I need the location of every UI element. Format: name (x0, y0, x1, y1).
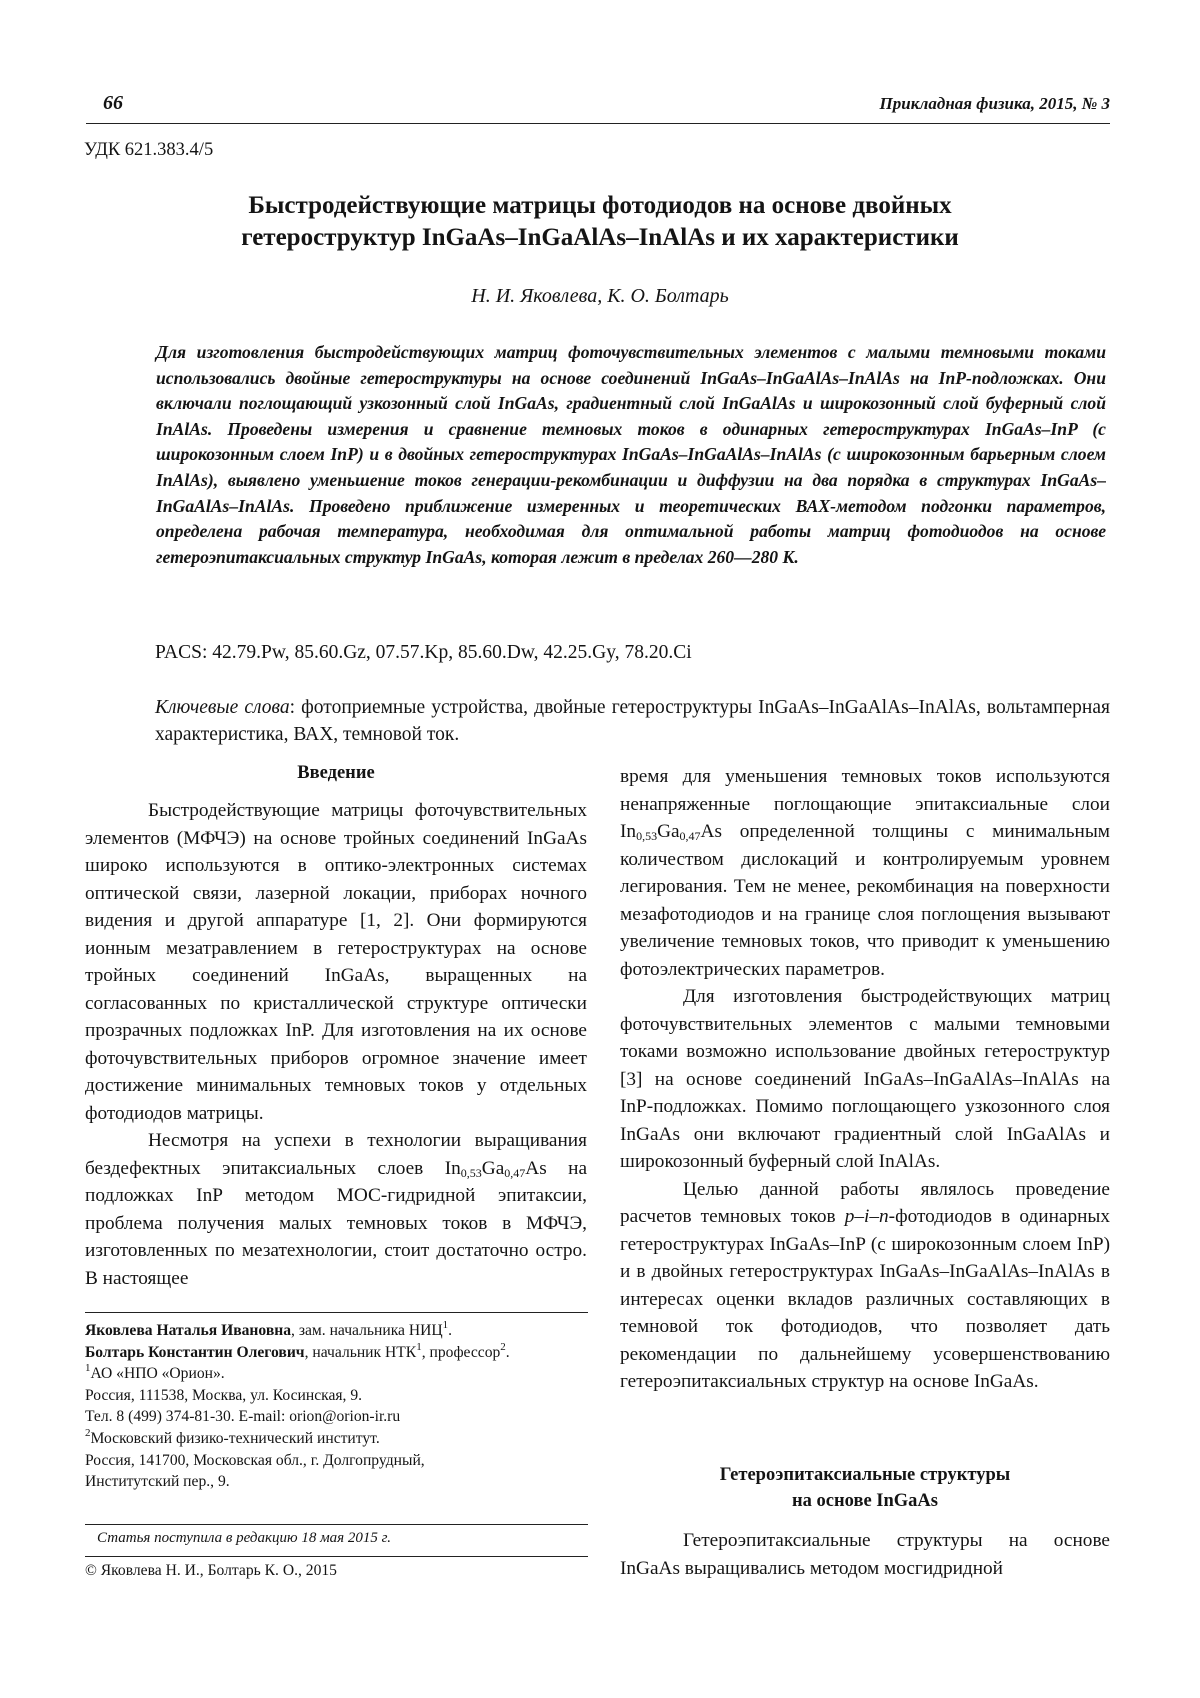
author2-role2: , профессор (421, 1343, 501, 1361)
author2-sup: 1 (416, 1340, 422, 1353)
keywords-text: : фотоприемные устройства, двойные гетероструктуры InGaAs–InGaAlAs–InAlAs, вольтамперная характеристика, ВАХ, темновой ток. (155, 697, 1110, 745)
aff1-name: АО «НПО «Орион». (90, 1365, 225, 1383)
section2-heading (620, 1462, 1110, 1514)
author2-role: , начальник НТК (304, 1343, 417, 1361)
journal-name: Прикладная физика, 2015, № 3 (879, 94, 1110, 113)
footnote-affiliation-2 (85, 1428, 588, 1450)
footnote-affiliation-2-address-1: Россия, 141700, Московская обл., г. Долгопрудный, (85, 1451, 425, 1469)
footnote-author-2 (85, 1342, 588, 1364)
p2-text-c: As на подложках InP методом МОС-гидридной эпитаксии, проблема получения малых темновых токов в МФЧЭ, изготовленных по мезатехнологии, стоит достаточно остро. В настоящее (85, 1157, 588, 1289)
footnote-affiliation-1-contact: Тел. 8 (499) 374-81-30. E-mail: orion@orion-ir.ru (85, 1408, 401, 1426)
p2-text-b: Ga (481, 1157, 505, 1179)
author1-sup: 1 (442, 1319, 449, 1331)
p3-text-c: As определенной толщины с минимальным количеством дислокаций и контролируемым уровнем легирования. Тем не менее, рекомбинация на поверхности мезафотодиодов и на границе слоя поглощения вызывают увеличение темновых токов, что приводит к уменьшению фотоэлектрических параметров. (620, 821, 1110, 980)
intro-paragraph-3 (620, 763, 1110, 983)
intro-paragraph-2 (85, 1127, 587, 1292)
p3-text-b: Ga (657, 821, 680, 842)
intro-paragraph-1: Быстродействующие матрицы фоточувствительных элементов (МФЧЭ) на основе тройных соединений InGaAs широко используются в оптико-электронных системах оптической связи, лазерной локации, приборах ночного видения и другой аппаратуре [1, 2]. Они формируются ионным мезатравлением в гетероструктурах на основе тройных соединений InGaAs, выращенных на согласованных по кристаллической структуре оптически прозрачных подложках InP. Для изготовления на их основе фоточувствительных приборов огромное значение имеет достижение минимальных темновых токов у отдельных фотодиодов матрицы. (85, 800, 587, 1124)
header-rule (86, 123, 1110, 124)
intro-paragraph-4: Для изготовления быстродействующих матриц фоточувствительных элементов с малыми темновыми токами возможно использование двойных гетероструктур [3] на основе соединений InGaAs–InGaAlAs–InAlAs на InP-подложках. Помимо поглощающего узкозонного слоя InGaAs они включают градиентный слой InGaAlAs и широкозонный буферный слой InAlAs. (620, 986, 1110, 1172)
aff1-sup: 1 (85, 1362, 91, 1375)
p5-text-b: -фотодиодов в одинарных гетероструктурах InGaAs–InP (с широкозонным слоем InP) и в двойных гетероструктурах InGaAs–InGaAlAs–InAlAs в интересах оценки вкладов различных составляющих в темновой ток фотодиодов, что позволяет дать рекомендации по дальнейшему усовершенствованию гетероэпитаксиальных структур на основе InGaAs. (620, 1206, 1110, 1392)
page-number: 66 (103, 92, 123, 114)
author-footnote (85, 1320, 588, 1493)
received-rule (85, 1524, 588, 1525)
p2-sub-2: 0,47 (504, 1165, 526, 1180)
p3-sub-2: 0,47 (679, 829, 701, 843)
abstract: Для изготовления быстродействующих матриц фоточувствительных элементов с малыми темновыми токами использовались двойные гетероструктуры на основе соединений InGaAs–InGaAlAs–InAlAs на InP-подложках. Они включали поглощающий узкозонный слой InGaAs, градиентный слой InGaAlAs и широкозонный слой буферный слой InAlAs. Проведены измерения и сравнение темновых токов в одинарных гетероструктурах InGaAs–InP (с широкозонным слоем InP) и в двойных гетероструктурах InGaAs–InGaAlAs–InAlAs (с широкозонным барьерным слоем InAlAs), выявлено уменьшение токов генерации-рекомбинации и диффузии на два порядка в структурах InGaAs–InGaAlAs–InAlAs. Проведено приближение измеренных и теоретических ВАХ-методом подгонки параметров, определена рабочая температура, необходимая для оптимальной работы матриц фотодиодов на основе гетероэпитаксиальных структур InGaAs, которая лежит в пределах 260—280 К. (156, 342, 1106, 567)
author1-end: . (448, 1322, 453, 1339)
authors: Н. И. Яковлева, К. О. Болтарь (471, 285, 729, 307)
received-date: Статья поступила в редакцию 18 мая 2015 г. (97, 1530, 392, 1546)
aff2-name: Московский физико-технический институт. (90, 1429, 380, 1447)
author2-end: . (505, 1343, 510, 1361)
p2-sub-1: 0,53 (460, 1165, 482, 1180)
author2-name: Болтарь Константин Олегович (85, 1343, 305, 1361)
author1-name: Яковлева Наталья Ивановна (85, 1322, 292, 1339)
footnote-affiliation-1-address: Россия, 111538, Москва, ул. Косинская, 9. (85, 1386, 363, 1404)
keywords (155, 694, 1110, 748)
title-line-1: Быстродействующие матрицы фотодиодов на основе двойных (248, 192, 952, 219)
intro-paragraph-5 (620, 1176, 1110, 1396)
p3-text-a: время для уменьшения темновых токов используются ненапряженные поглощающие эпитаксиальные слои In (620, 766, 1110, 842)
section2-paragraph-1: Гетероэпитаксиальные структуры на основе InGaAs выращивались методом мосгидридной (620, 1530, 1110, 1579)
keywords-label: Ключевые слова (155, 697, 290, 718)
right-column (620, 763, 1110, 1396)
p3-sub-1: 0,53 (636, 829, 658, 843)
title-line-2: гетероструктур InGaAs–InGaAlAs–InAlAs и их характеристики (241, 224, 959, 251)
copyright: © Яковлева Н. И., Болтарь К. О., 2015 (85, 1562, 337, 1579)
footnote-rule (85, 1312, 588, 1313)
intro-heading: Введение (297, 763, 375, 783)
footnote-author-1 (85, 1320, 588, 1342)
p5-text-a: Целью данной работы являлось проведение расчетов темновых токов (620, 1178, 1110, 1227)
p5-pin: p–i–n (844, 1206, 889, 1227)
footnote-affiliation-2-address-2: Институтский пер., 9. (85, 1473, 230, 1491)
author2-sup2: 2 (500, 1340, 506, 1353)
section2-heading-line-2: на основе InGaAs (792, 1491, 938, 1511)
pacs-codes: PACS: 42.79.Pw, 85.60.Gz, 07.57.Kp, 85.60.Dw, 42.25.Gy, 78.20.Ci (155, 642, 692, 663)
footnote-affiliation-1 (85, 1363, 588, 1385)
author1-role: , зам. начальника НИЦ (291, 1322, 443, 1339)
left-column (85, 760, 587, 1292)
udk-code: УДК 621.383.4/5 (84, 140, 214, 160)
p2-text-a: Несмотря на успехи в технологии выращивания бездефектных эпитаксиальных слоев In (85, 1130, 587, 1179)
section2-body (620, 1527, 1110, 1582)
paper-title (100, 190, 1100, 254)
section2-heading-line-1: Гетероэпитаксиальные структуры (719, 1465, 1011, 1485)
copyright-rule (85, 1556, 588, 1557)
aff2-sup: 2 (85, 1426, 91, 1439)
